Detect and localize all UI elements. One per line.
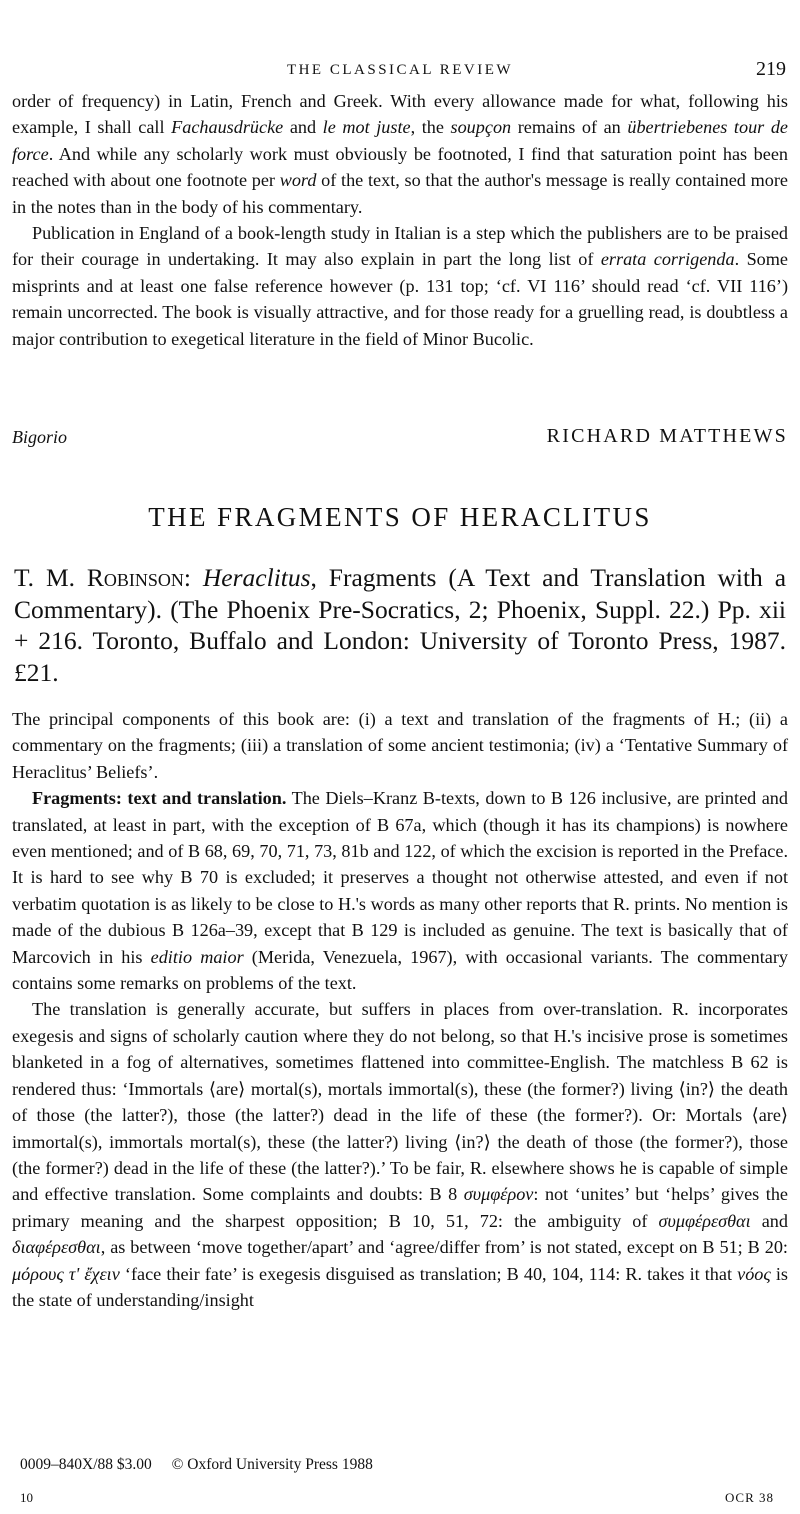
paragraph: The translation is generally accurate, but suffers in places from over-translation. R. incorporates exegesis and signs of scholarly caution where they do not belong, so that H.'s incisive prose is sometimes blanketed in a fog of alternatives, sometimes flattened into committee-English. The matchless B 62 is rendered thus: ‘Immortals ⟨are⟩ mortal(s), mortals immortal(s), these (the former?) living ⟨in?⟩ the death of those (the latter?), those (the latter?) dead in the life of these (the former?). Or: Mortals ⟨are⟩ immortal(s), immortals mortal(s), these (the latter?) living ⟨in?⟩ the death of those (the former?), those (the former?) dead in the life of these (the latter?).’ To be fair, R. elsewhere shows he is capable of simple and effective translation. Some complaints and doubts: B 8 συμφέρον: not ‘unites’ but ‘helps’ gives the primary meaning and the sharpest opposition; B 10, 51, 72: the ambiguity of συμφέρεσθαι and διαφέρεσθαι, as between ‘move together/apart’ and ‘agree/differ from’ is not stated, except on B 51; B 20: μόρους τ' ἔχειν ‘face their fate’ is exegesis disguised as translation; B 40, 104, 114: R. takes it that νόος is the state of understanding/insight: [12, 999, 788, 1310]
footer-copyright-line: [20, 1456, 389, 1474]
book-citation: T. M. Robinson: Heraclitus, Fragments (A Text and Translation with a Commentary). (The Phoenix Pre-Socratics, 2; Phoenix, Suppl. 22.) Pp. xii + 216. Toronto, Buffalo and London: University of Toronto Press, 1987. £21.: [14, 563, 787, 687]
paragraph: Publication in England of a book-length study in Italian is a step which the publishers are to be praised for their courage in undertaking. It may also explain in part the long list of errata corrigenda. Some misprints and at least one false reference however (p. 131 top; ‘cf. VI 116’ should read ‘cf. VII 116’) remain uncorrected. The book is visually attractive, and for those ready for a gruelling read, is doubtless a major contribution to exegetical literature in the field of Minor Bucolic.: [12, 223, 788, 349]
paragraph: The principal components of this book are: (i) a text and translation of the fragments of H.; (ii) a commentary on the fragments; (iii) a translation of some ancient testimonia; (iv) a ‘Tentative Summary of Heraclitus’ Beliefs’.: [12, 709, 788, 782]
footer-right-code: OCR 38: [725, 1490, 774, 1505]
reviewer-name: RICHARD MATTHEWS: [546, 425, 788, 447]
footer-left-code: 10: [20, 1490, 33, 1505]
paragraph: Fragments: text and translation. The Diels–Kranz B-texts, down to B 126 inclusive, are printed and translated, at least in part, with the exception of B 67a, which (though it has its champions) is nowhere even mentioned; and of B 68, 69, 70, 71, 73, 81b and 122, of which the excision is reported in the Preface. It is hard to see why B 70 is excluded; it preserves a thought not otherwise attested, and even if not verbatim quotation is as likely to be close to H.'s words as many other reports that R. prints. No mention is made of the dubious B 126a–39, except that B 129 is included as genuine. The text is basically that of Marcovich in his editio maior (Merida, Venezuela, 1967), with occasional variants. The commentary contains some remarks on problems of the text.: [12, 788, 788, 994]
running-title: THE CLASSICAL REVIEW: [286, 62, 514, 78]
reviewer-place: Bigorio: [12, 427, 68, 447]
page-number: 219: [756, 58, 786, 80]
paragraph: order of frequency) in Latin, French and Greek. With every allowance made for what, following his example, I shall call Fachausdrücke and le mot juste, the soupçon remains of an übertriebenes tour de force. And while any scholarly work must obviously be footnoted, I find that saturation point has been reached with about one footnote per word of the text, so that the author's message is really contained more in the notes than in the body of his commentary.: [12, 91, 788, 217]
running-header: [10, 58, 790, 86]
section-title: THE FRAGMENTS OF HERACLITUS: [148, 502, 652, 532]
review-signature: [12, 425, 788, 455]
paragraph-heading: Fragments: text and translation.: [32, 788, 287, 809]
review-body: [12, 706, 788, 1313]
copyright: © Oxford University Press 1988: [171, 1456, 373, 1473]
book-title: Heraclitus: [202, 563, 311, 592]
footer-codes: [20, 1490, 774, 1510]
issn-price: 0009–840X/88 $3.00: [20, 1456, 152, 1473]
book-author: T. M. Robinson: [14, 563, 184, 592]
review-continuation: [12, 88, 788, 352]
